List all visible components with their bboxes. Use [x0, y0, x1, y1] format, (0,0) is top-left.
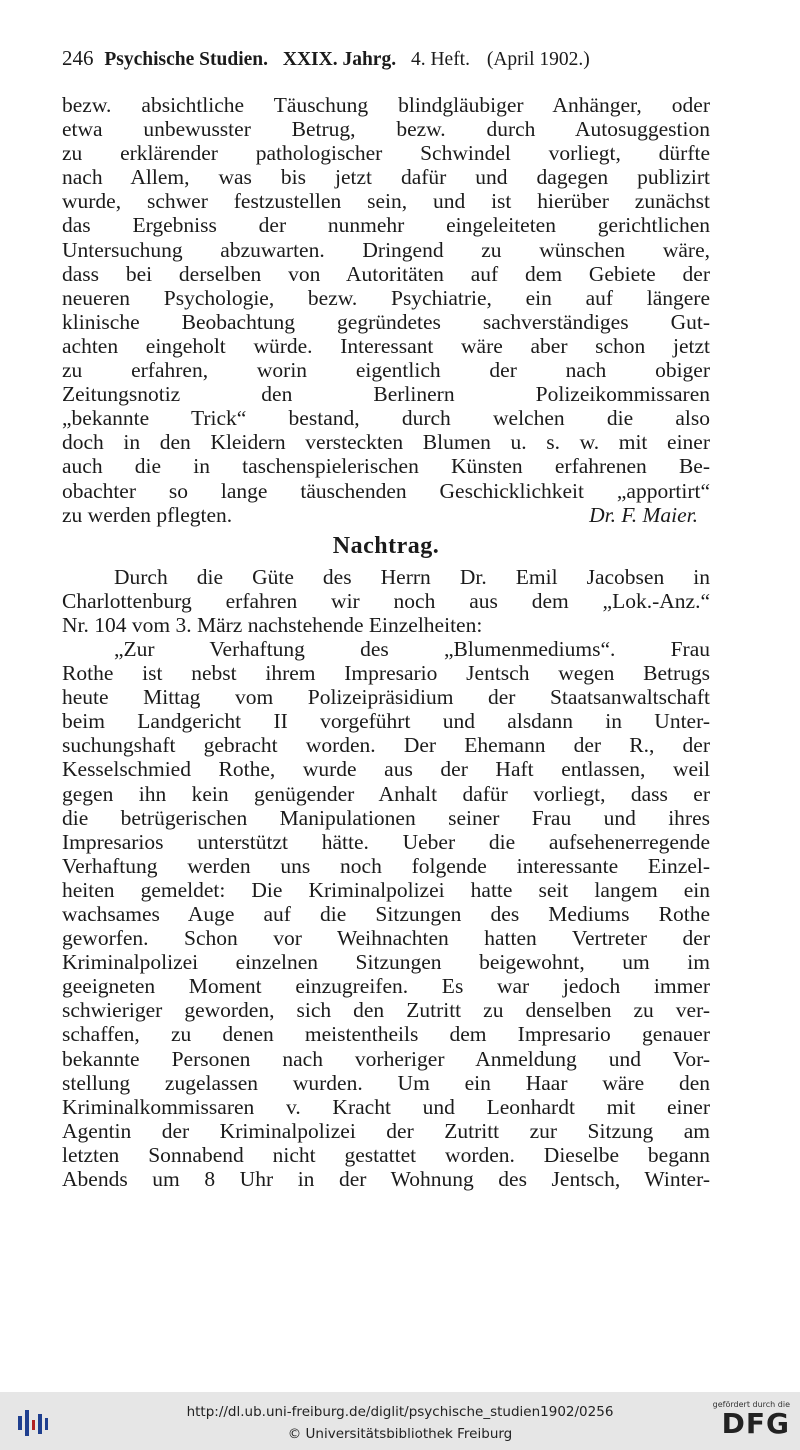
text-line: „Zur Verhaftung des „Blumenmediums“. Frau — [114, 636, 710, 661]
text-line: neueren Psychologie, bezw. Psychiatrie, ein auf längere — [62, 285, 710, 310]
journal-volume: XXIX. Jahrg. — [282, 49, 397, 70]
text-line: Durch die Güte des Herrn Dr. Emil Jacobsen in — [114, 564, 710, 589]
text-line: Kriminalpolizei einzelnen Sitzungen beigewohnt, um im — [62, 950, 710, 975]
text-line: Untersuchung abzuwarten. Dringend zu wünschen wäre, — [62, 237, 710, 262]
section-heading: Nachtrag. — [332, 532, 440, 559]
text-line: geworfen. Schon vor Weihnachten hatten Vertreter der — [62, 926, 710, 951]
page-number: 246 — [62, 46, 94, 70]
viewer-footer — [0, 1392, 800, 1450]
text-line: nach Allem, was bis jetzt dafür und dagegen publizirt — [62, 165, 710, 190]
text-line: geeigneten Moment einzugreifen. Es war jedoch immer — [62, 974, 710, 999]
text-line: doch in den Kleidern versteckten Blumen u. s. w. mit einer — [62, 430, 710, 455]
text-line: „bekannte Trick“ bestand, durch welchen die also — [62, 406, 710, 431]
text-line: Agentin der Kriminalpolizei der Zutritt zur Sitzung am — [62, 1118, 710, 1143]
closing-text: zu werden pflegten. — [62, 502, 233, 527]
text-line: zu erfahren, worin eigentlich der nach obiger — [62, 358, 710, 383]
text-line: Nr. 104 vom 3. März nachstehende Einzelheiten: — [62, 612, 483, 637]
text-line: Verhaftung werden uns noch folgende interessante Einzel- — [62, 853, 710, 878]
text-line: beim Landgericht II vorgeführt und alsdann in Unter- — [62, 709, 710, 734]
text-line: klinische Beobachtung gegründetes sachverständiges Gut- — [62, 309, 710, 334]
text-line: dass bei derselben von Autoritäten auf dem Gebiete der — [62, 261, 710, 286]
text-line: wachsames Auge auf die Sitzungen des Mediums Rothe — [62, 902, 710, 926]
text-line: bezw. absichtliche Täuschung blindgläubiger Anhänger, oder — [62, 93, 710, 117]
text-line: schaffen, zu denen meistentheils dem Impresario genauer — [62, 1022, 710, 1047]
author-signature: Dr. F. Maier. — [589, 502, 698, 527]
text-line: gegen ihn kein genügender Anhalt dafür vorliegt, dass er — [62, 781, 710, 806]
text-line: die betrügerischen Manipulationen seiner Frau und ihres — [62, 805, 710, 830]
text-line: etwa unbewusster Betrug, bezw. durch Autosuggestion — [62, 117, 710, 142]
paragraph-1 — [62, 93, 710, 527]
paragraph-2 — [62, 565, 710, 637]
source-url-link[interactable]: http://dl.ub.uni-freiburg.de/diglit/psychische_studien1902/0256 — [186, 1404, 614, 1420]
text-line: Kesselschmied Rothe, wurde aus der Haft entlassen, weil — [62, 757, 710, 782]
text-line: stellung zugelassen wurden. Um ein Haar wäre den — [62, 1070, 710, 1095]
text-line: Impresarios unterstützt hätte. Ueber die aufsehenerregende — [62, 829, 710, 854]
running-header — [62, 46, 702, 71]
text-line: wurde, schwer festzustellen sein, und ist hierüber zunächst — [62, 189, 710, 214]
text-line: Kriminalkommissaren v. Kracht und Leonhardt mit einer — [62, 1094, 710, 1119]
text-line: auch die in taschenspielerischen Künsten erfahrenen Be- — [62, 454, 710, 479]
text-line: heute Mittag vom Polizeipräsidium der Staatsanwaltschaft — [62, 685, 710, 710]
dfg-logo-icon[interactable] — [708, 1400, 790, 1446]
text-line: Abends um 8 Uhr in der Wohnung des Jentsch, Winter- — [62, 1167, 710, 1192]
text-line: obachter so lange täuschenden Geschicklichkeit „apportirt“ — [62, 478, 710, 503]
text-line: heiten gemeldet: Die Kriminalpolizei hatte seit langem ein — [62, 877, 710, 902]
dfg-logo-text: DFG — [721, 1407, 790, 1440]
text-line: bekannte Personen nach vorheriger Anmeldung und Vor- — [62, 1046, 710, 1071]
text-line: zu erklärender pathologischer Schwindel vorliegt, dürfte — [62, 141, 710, 166]
text-line: Zeitungsnotiz den Berlinern Polizeikommissaren — [62, 382, 710, 407]
text-line: Charlottenburg erfahren wir noch aus dem „Lok.-Anz.“ — [62, 588, 710, 613]
text-line: Rothe ist nebst ihrem Impresario Jentsch wegen Betrugs — [62, 661, 710, 686]
paragraph-3-quote — [62, 637, 710, 1191]
text-line: achten eingeholt würde. Interessant wäre aber schon jetzt — [62, 333, 710, 358]
dfg-funding-label: gefördert durch die — [712, 1400, 790, 1409]
text-line-signature — [62, 503, 710, 527]
text-line: schwieriger geworden, sich den Zutritt zu denselben zu ver- — [62, 998, 710, 1023]
text-line: suchungshaft gebracht worden. Der Ehemann der R., der — [62, 733, 710, 758]
text-line: das Ergebniss der nunmehr eingeleiteten gerichtlichen — [62, 213, 710, 238]
article-body — [62, 93, 710, 1191]
text-line: letzten Sonnabend nicht gestattet worden. Dieselbe begann — [62, 1142, 710, 1167]
journal-issue: 4. Heft. — [410, 49, 470, 70]
journal-title: Psychische Studien. — [104, 49, 268, 70]
journal-date: (April 1902.) — [486, 49, 590, 70]
copyright-notice: © Universitätsbibliothek Freiburg — [287, 1426, 513, 1442]
